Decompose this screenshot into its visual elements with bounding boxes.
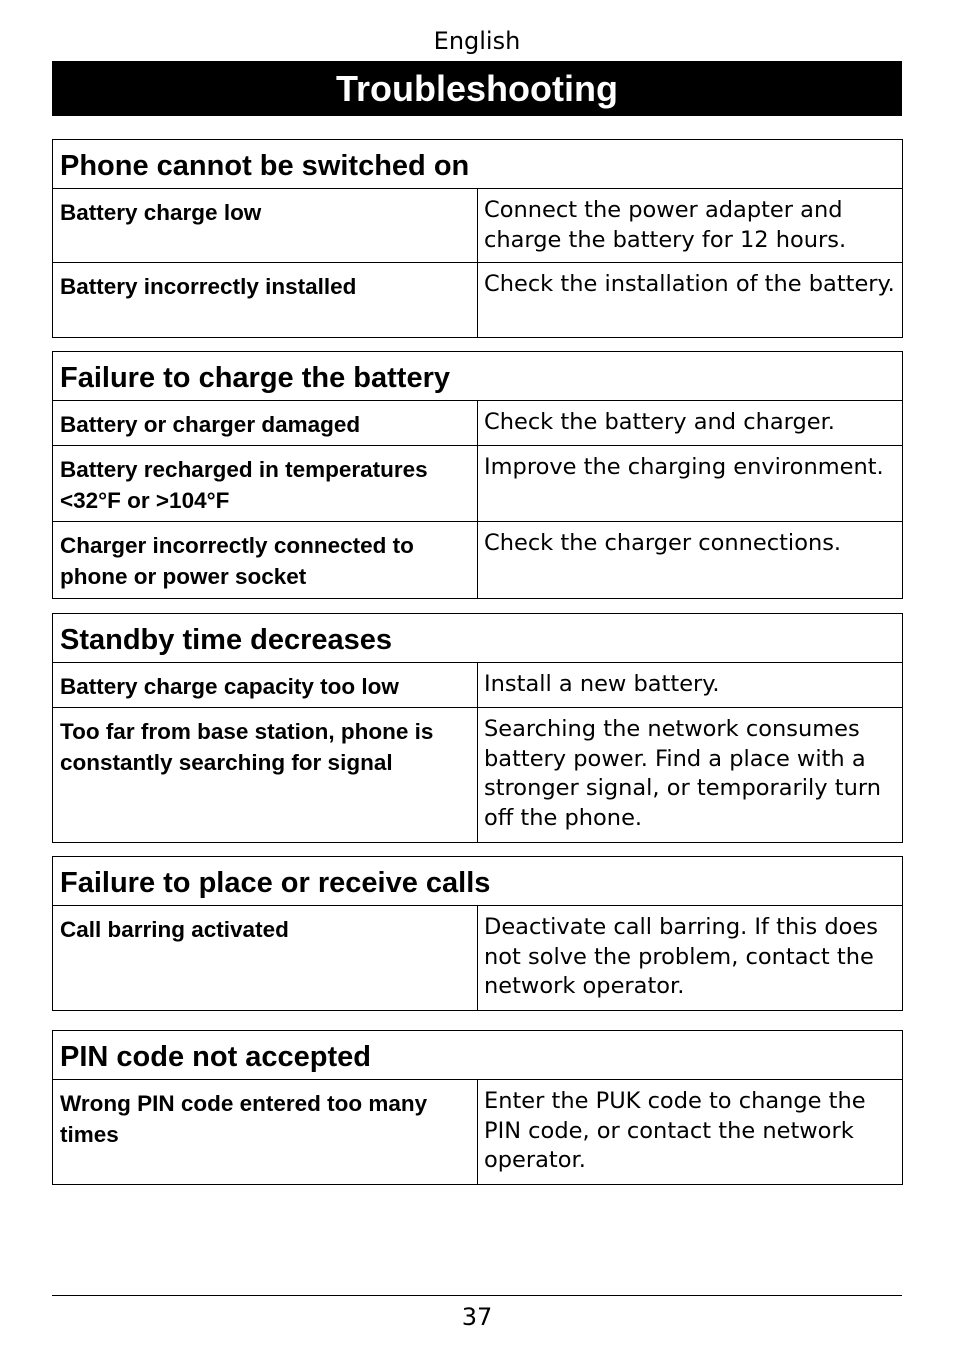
problem-remedy: Enter the PUK code to change the PIN code, or contact the network operator.	[484, 1088, 866, 1173]
table-row	[53, 263, 902, 337]
table-row	[53, 522, 902, 598]
language-label: English	[433, 27, 521, 55]
problem-cause: Charger incorrectly connected to phone or power socket	[53, 522, 478, 598]
problem-remedy: Searching the network consumes battery power. Find a place with a stronger signal, or temporarily turn off the phone.	[484, 716, 881, 831]
problem-cause: Wrong PIN code entered too many times	[53, 1080, 478, 1184]
problem-cause: Battery charge low	[53, 189, 478, 262]
problem-cause: Too far from base station, phone is constantly searching for signal	[53, 708, 478, 842]
problem-remedy: Install a new battery.	[484, 671, 720, 697]
page-title: Troubleshooting	[52, 61, 902, 116]
table-row	[53, 1080, 902, 1184]
problem-cause: Battery charge capacity too low	[53, 663, 478, 707]
table-row	[53, 906, 902, 1010]
table-row	[53, 663, 902, 708]
footer-divider	[52, 1295, 902, 1296]
table-row	[53, 446, 902, 522]
section-heading: Failure to charge the battery	[53, 352, 902, 401]
problem-cause: Battery recharged in temperatures <32°F or >104°F	[53, 446, 478, 521]
problem-cause: Battery incorrectly installed	[53, 263, 478, 337]
table-row	[53, 401, 902, 446]
troubleshooting-section-calls	[52, 856, 903, 1011]
section-heading: PIN code not accepted	[53, 1031, 902, 1080]
problem-remedy: Connect the power adapter and charge the battery for 12 hours.	[484, 197, 847, 253]
page-number: 37	[461, 1303, 493, 1331]
troubleshooting-section-charging	[52, 351, 903, 599]
troubleshooting-section-standby	[52, 613, 903, 843]
problem-cause: Call barring activated	[53, 906, 478, 1010]
problem-remedy: Deactivate call barring. If this does not solve the problem, contact the network operator.	[484, 914, 878, 999]
problem-cause: Battery or charger damaged	[53, 401, 478, 445]
section-heading: Phone cannot be switched on	[53, 140, 902, 189]
problem-remedy: Check the installation of the battery.	[484, 271, 895, 297]
problem-remedy: Check the battery and charger.	[484, 409, 835, 435]
troubleshooting-section-pin	[52, 1030, 903, 1185]
table-row	[53, 708, 902, 842]
problem-remedy: Check the charger connections.	[484, 530, 842, 556]
table-row	[53, 189, 902, 263]
problem-remedy: Improve the charging environment.	[484, 454, 884, 480]
section-heading: Standby time decreases	[53, 614, 902, 663]
section-heading: Failure to place or receive calls	[53, 857, 902, 906]
troubleshooting-section-switch-on	[52, 139, 903, 338]
